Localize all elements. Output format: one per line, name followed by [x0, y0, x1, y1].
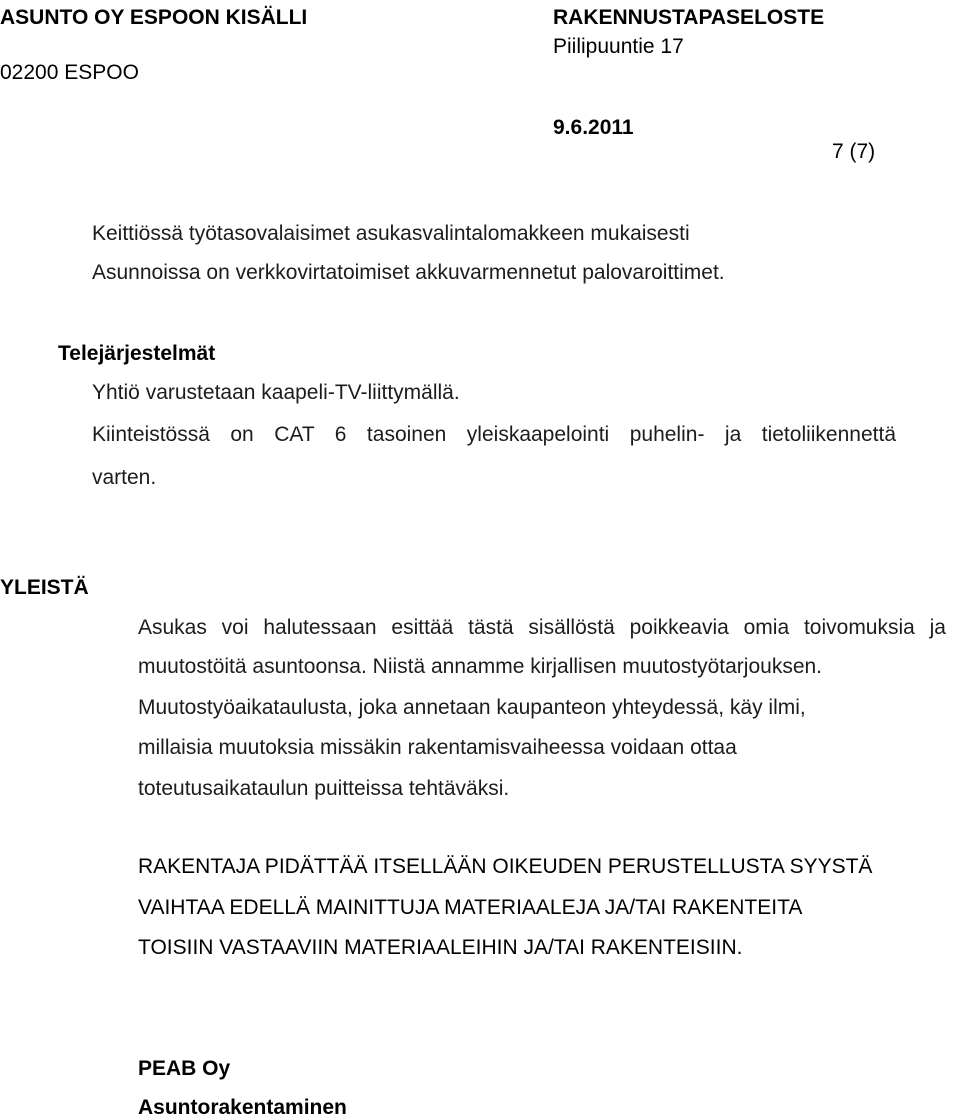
- telecom-line-2: Kiinteistössä on CAT 6 tasoinen yleiskaapelointi puhelin- ja tietoliikennettä: [92, 423, 896, 446]
- general-line-5: toteutusaikataulun puitteissa tehtäväksi.: [138, 777, 510, 800]
- city-postal: 02200 ESPOO: [0, 61, 139, 84]
- general-line-1: Asukas voi halutessaan esittää tästä sisällöstä poikkeavia omia toivomuksia ja: [138, 616, 946, 639]
- general-heading: YLEISTÄ: [0, 576, 89, 599]
- document-title: RAKENNUSTAPASELOSTE: [553, 6, 825, 29]
- telecom-line-3: varten.: [92, 466, 157, 489]
- reservation-line-1: RAKENTAJA PIDÄTTÄÄ ITSELLÄÄN OIKEUDEN PERUSTELLUSTA SYYSTÄ: [138, 855, 873, 878]
- general-line-3: Muutostyöaikataulusta, joka annetaan kaupanteon yhteydessä, käy ilmi,: [138, 696, 806, 719]
- intro-line-1: Keittiössä työtasovalaisimet asukasvalintalomakkeen mukaisesti: [92, 222, 690, 245]
- telecom-line-1: Yhtiö varustetaan kaapeli-TV-liittymällä.: [92, 381, 460, 404]
- telecom-heading: Telejärjestelmät: [58, 342, 216, 365]
- signature-unit: Asuntorakentaminen: [138, 1096, 347, 1119]
- page-number: 7 (7): [832, 140, 876, 163]
- intro-line-2: Asunnoissa on verkkovirtatoimiset akkuvarmennetut palovaroittimet.: [92, 261, 725, 284]
- general-line-4: millaisia muutoksia missäkin rakentamisvaiheessa voidaan ottaa: [138, 736, 737, 759]
- reservation-line-2: VAIHTAA EDELLÄ MAINITTUJA MATERIAALEJA JA/TAI RAKENTEITA: [138, 896, 803, 919]
- company-name: ASUNTO OY ESPOON KISÄLLI: [0, 6, 308, 29]
- general-line-2: muutostöitä asuntoonsa. Niistä annamme kirjallisen muutostyötarjouksen.: [138, 655, 823, 678]
- street-address: Piilipuuntie 17: [553, 35, 684, 58]
- reservation-line-3: TOISIIN VASTAAVIIN MATERIAALEIHIN JA/TAI RAKENTEISIIN.: [138, 936, 743, 959]
- signature-company: PEAB Oy: [138, 1057, 231, 1080]
- document-date: 9.6.2011: [553, 116, 634, 139]
